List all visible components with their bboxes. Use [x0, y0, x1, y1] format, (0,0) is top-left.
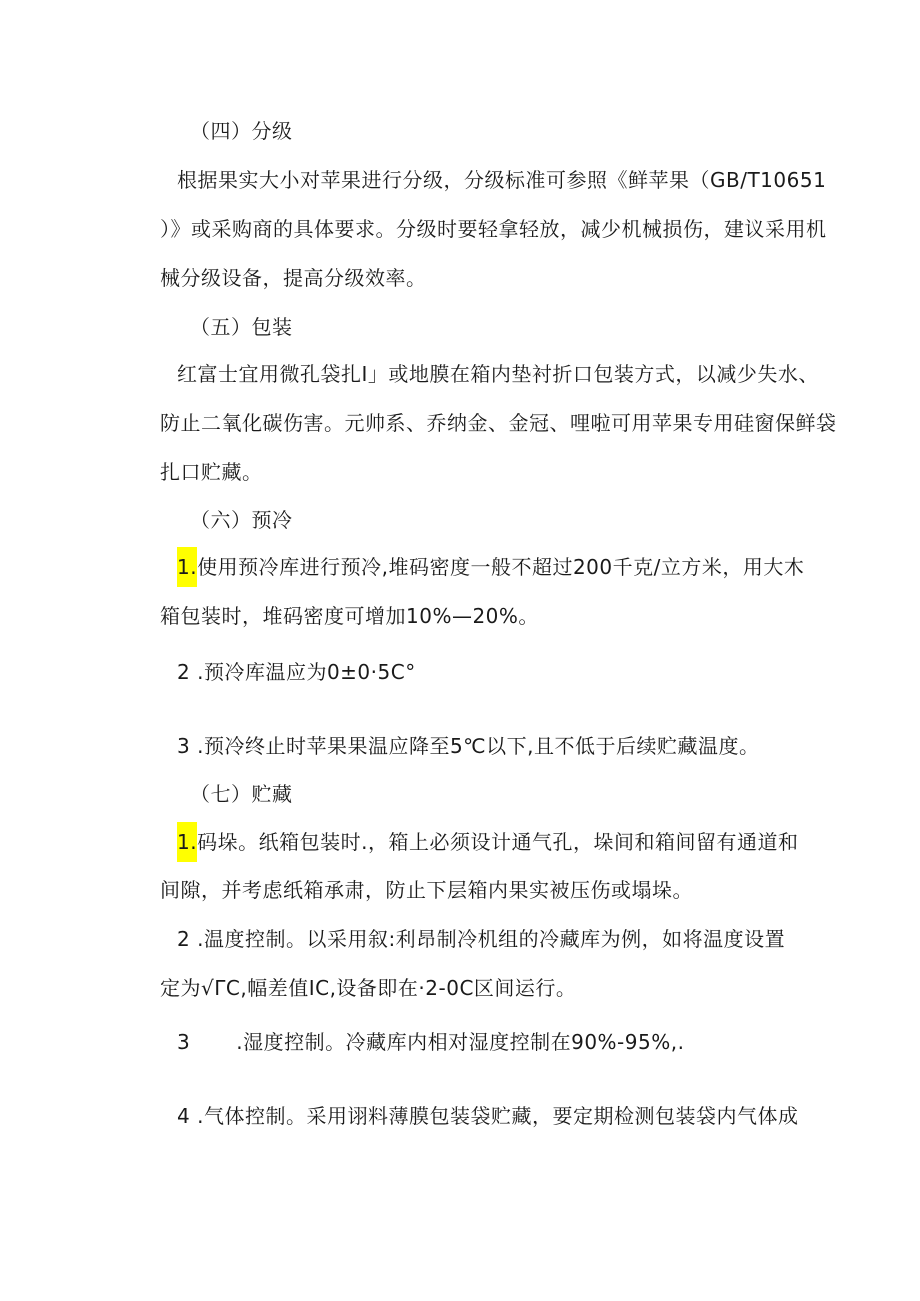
section-heading-storage: （七）贮藏: [190, 782, 293, 806]
paragraph-line: 防止二氧化碳伤害。元帅系、乔纳金、金冠、哩啦可用苹果专用硅窗保鲜袋: [160, 411, 837, 435]
section-heading-grading: （四）分级: [190, 119, 293, 143]
section-heading-packaging: （五）包装: [190, 315, 293, 339]
list-item-storage-2: 2 .温度控制。以采用叙:利昂制冷机组的冷藏库为例，如将温度设置: [177, 927, 786, 951]
list-item-number: 3: [177, 1030, 191, 1054]
paragraph-line: 红富士宜用微孔袋扎I」或地膜在箱内垫衬折口包装方式，以减少失水、: [177, 362, 819, 386]
list-item-storage-1: [177, 828, 798, 856]
list-item-precooling-2: 2 .预冷库温应为0±0·5C°: [177, 660, 416, 684]
highlighted-number: 1.: [177, 547, 197, 587]
paragraph-line: 械分级设备，提高分级效率。: [160, 266, 427, 290]
list-item-precooling-3: 3 .预冷终止时苹果果温应降至5℃以下,且不低于后续贮藏温度。: [177, 734, 760, 758]
list-item-text: .湿度控制。冷藏库内相对湿度控制在90%-95%,.: [236, 1030, 685, 1054]
paragraph-line: 根据果实大小对苹果进行分级，分级标准可参照《鲜苹果（GB/T10651: [177, 168, 827, 192]
list-item-storage-4: 4 .气体控制。采用诩料薄膜包装袋贮藏，要定期检测包装袋内气体成: [177, 1104, 799, 1128]
paragraph-line: 箱包装时，堆码密度可增加10%—20%。: [160, 604, 539, 628]
paragraph-line: 扎口贮藏。: [160, 460, 263, 484]
paragraph-line: ）》或采购商的具体要求。分级时要轻拿轻放，减少机械损伤，建议采用机: [160, 217, 827, 241]
paragraph-line: 定为√ΓC,幅差值IC,设备即在·2-0C区间运行。: [160, 976, 577, 1000]
paragraph-line: 间隙，并考虑纸箱承肃，防止下层箱内果实被压伤或塌垛。: [160, 878, 693, 902]
highlighted-number: 1.: [177, 822, 197, 862]
list-item-text: 使用预冷库进行预冷,堆码密度一般不超过200千克/立方米，用大木: [197, 555, 805, 579]
list-item-text: 码垛。纸箱包装时.，箱上必须设计通气孔，垛间和箱间留有通道和: [197, 830, 799, 854]
list-item-precooling-1: [177, 553, 804, 581]
section-heading-precooling: （六）预冷: [190, 508, 293, 532]
list-item-storage-3: [177, 1028, 684, 1056]
